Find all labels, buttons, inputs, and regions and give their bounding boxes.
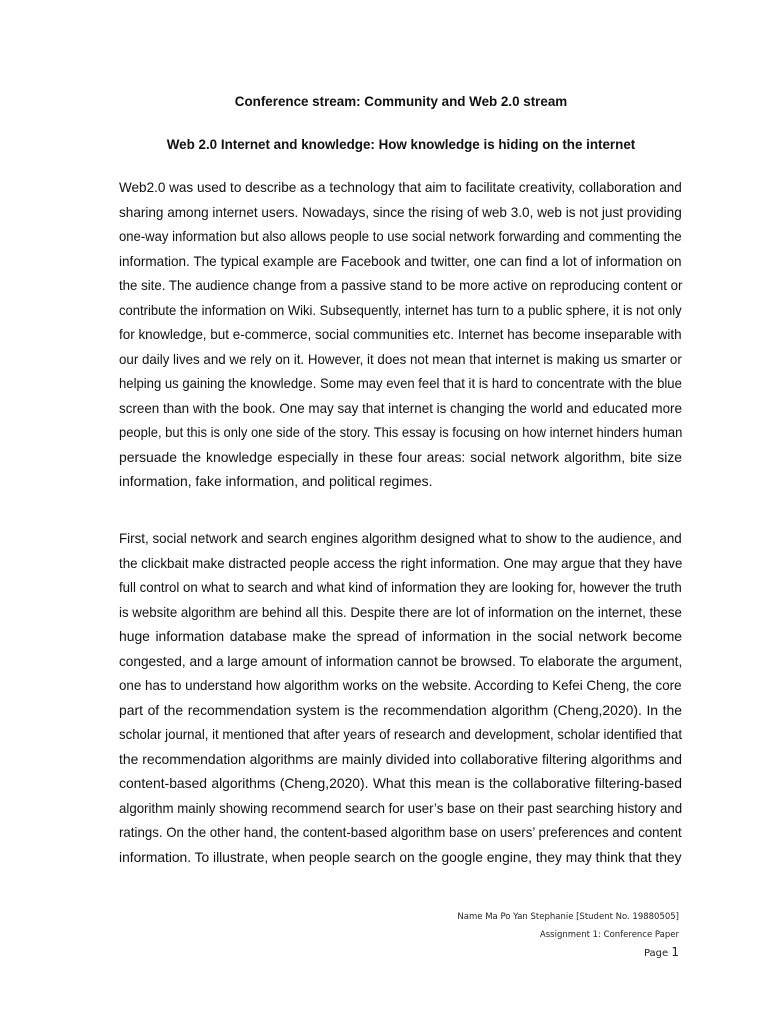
- paragraph-line: the clickbait make distracted people access the right information. One may argue that they have: [119, 554, 683, 571]
- paper-title: Web 2.0 Internet and knowledge: How knowledge is hiding on the internet: [166, 137, 636, 152]
- footer-page-indicator: [644, 945, 679, 961]
- paragraph-line: ratings. On the other hand, the content-based algorithm base on users’ preferences and content: [119, 824, 682, 840]
- paragraph-line: for knowledge, but e-commerce, social communities etc. Internet has become inseparable with: [119, 326, 682, 342]
- paragraph-line: full control on what to search and what kind of information they are looking for, however the truth: [119, 579, 682, 595]
- paragraph-line: persuade the knowledge especially in these four areas: social network algorithm, bite size: [119, 448, 682, 465]
- footer-author-line: Name Ma Po Yan Stephanie [Student No. 19880505]: [457, 912, 679, 922]
- paragraph-line: part of the recommendation system is the recommendation algorithm (Cheng,2020). In the: [119, 701, 682, 718]
- paragraph-line: contribute the information on Wiki. Subsequently, internet has turn to a public sphere, it is not only: [119, 301, 682, 318]
- paragraph-line: scholar journal, it mentioned that after years of research and development, scholar identified that: [119, 726, 683, 742]
- paragraph-line: information. The typical example are Facebook and twitter, one can find a lot of information on: [119, 252, 682, 269]
- paragraph-line: screen than with the book. One may say that internet is changing the world and educated more: [119, 399, 682, 416]
- paragraph-line: congested, and a large amount of information cannot be browsed. To elaborate the argument,: [119, 652, 683, 669]
- paragraph-line: the recommendation algorithms are mainly divided into collaborative filtering algorithms and: [119, 750, 682, 767]
- page-number: 1: [671, 945, 679, 959]
- paragraph-line: huge information database make the spread of information in the social network become: [119, 628, 682, 644]
- paragraph-line: First, social network and search engines algorithm designed what to show to the audience, and: [119, 530, 682, 546]
- paragraph-line: information, fake information, and political regimes.: [119, 473, 433, 489]
- paragraph-introduction: [119, 175, 682, 494]
- paragraph-line: sharing among internet users. Nowadays, since the rising of web 3.0, web is not just providing: [119, 203, 682, 220]
- paragraph-algorithm: [119, 526, 682, 869]
- paragraph-line: one has to understand how algorithm works on the website. According to Kefei Cheng, the core: [119, 677, 682, 693]
- paragraph-line: Web2.0 was used to describe as a technology that aim to facilitate creativity, collaboration and: [119, 179, 682, 195]
- conference-stream-heading: Conference stream: Community and Web 2.0 stream: [234, 94, 568, 109]
- paragraph-line: algorithm mainly showing recommend search for user’s base on their past searching history and: [119, 799, 683, 816]
- paragraph-line: our daily lives and we rely on it. However, it does not mean that internet is making us smarter or: [119, 350, 682, 367]
- paragraph-line: people, but this is only one side of the story. This essay is focusing on how internet hinders human: [119, 424, 683, 440]
- paragraph-line: helping us gaining the knowledge. Some may even feel that it is hard to concentrate with the blue: [119, 375, 682, 391]
- footer-assignment-line: Assignment 1: Conference Paper: [539, 930, 679, 940]
- paragraph-line: is website algorithm are behind all this. Despite there are lot of information on the internet, these: [119, 603, 682, 620]
- paragraph-line: content-based algorithms (Cheng,2020). What this mean is the collaborative filtering-based: [119, 775, 682, 791]
- paragraph-line: one-way information but also allows people to use social network forwarding and commenting the: [119, 228, 682, 244]
- paragraph-line: the site. The audience change from a passive stand to be more active on reproducing content or: [119, 277, 683, 293]
- paragraph-line: information. To illustrate, when people search on the google engine, they may think that they: [119, 848, 682, 865]
- page-label: Page: [643, 948, 669, 959]
